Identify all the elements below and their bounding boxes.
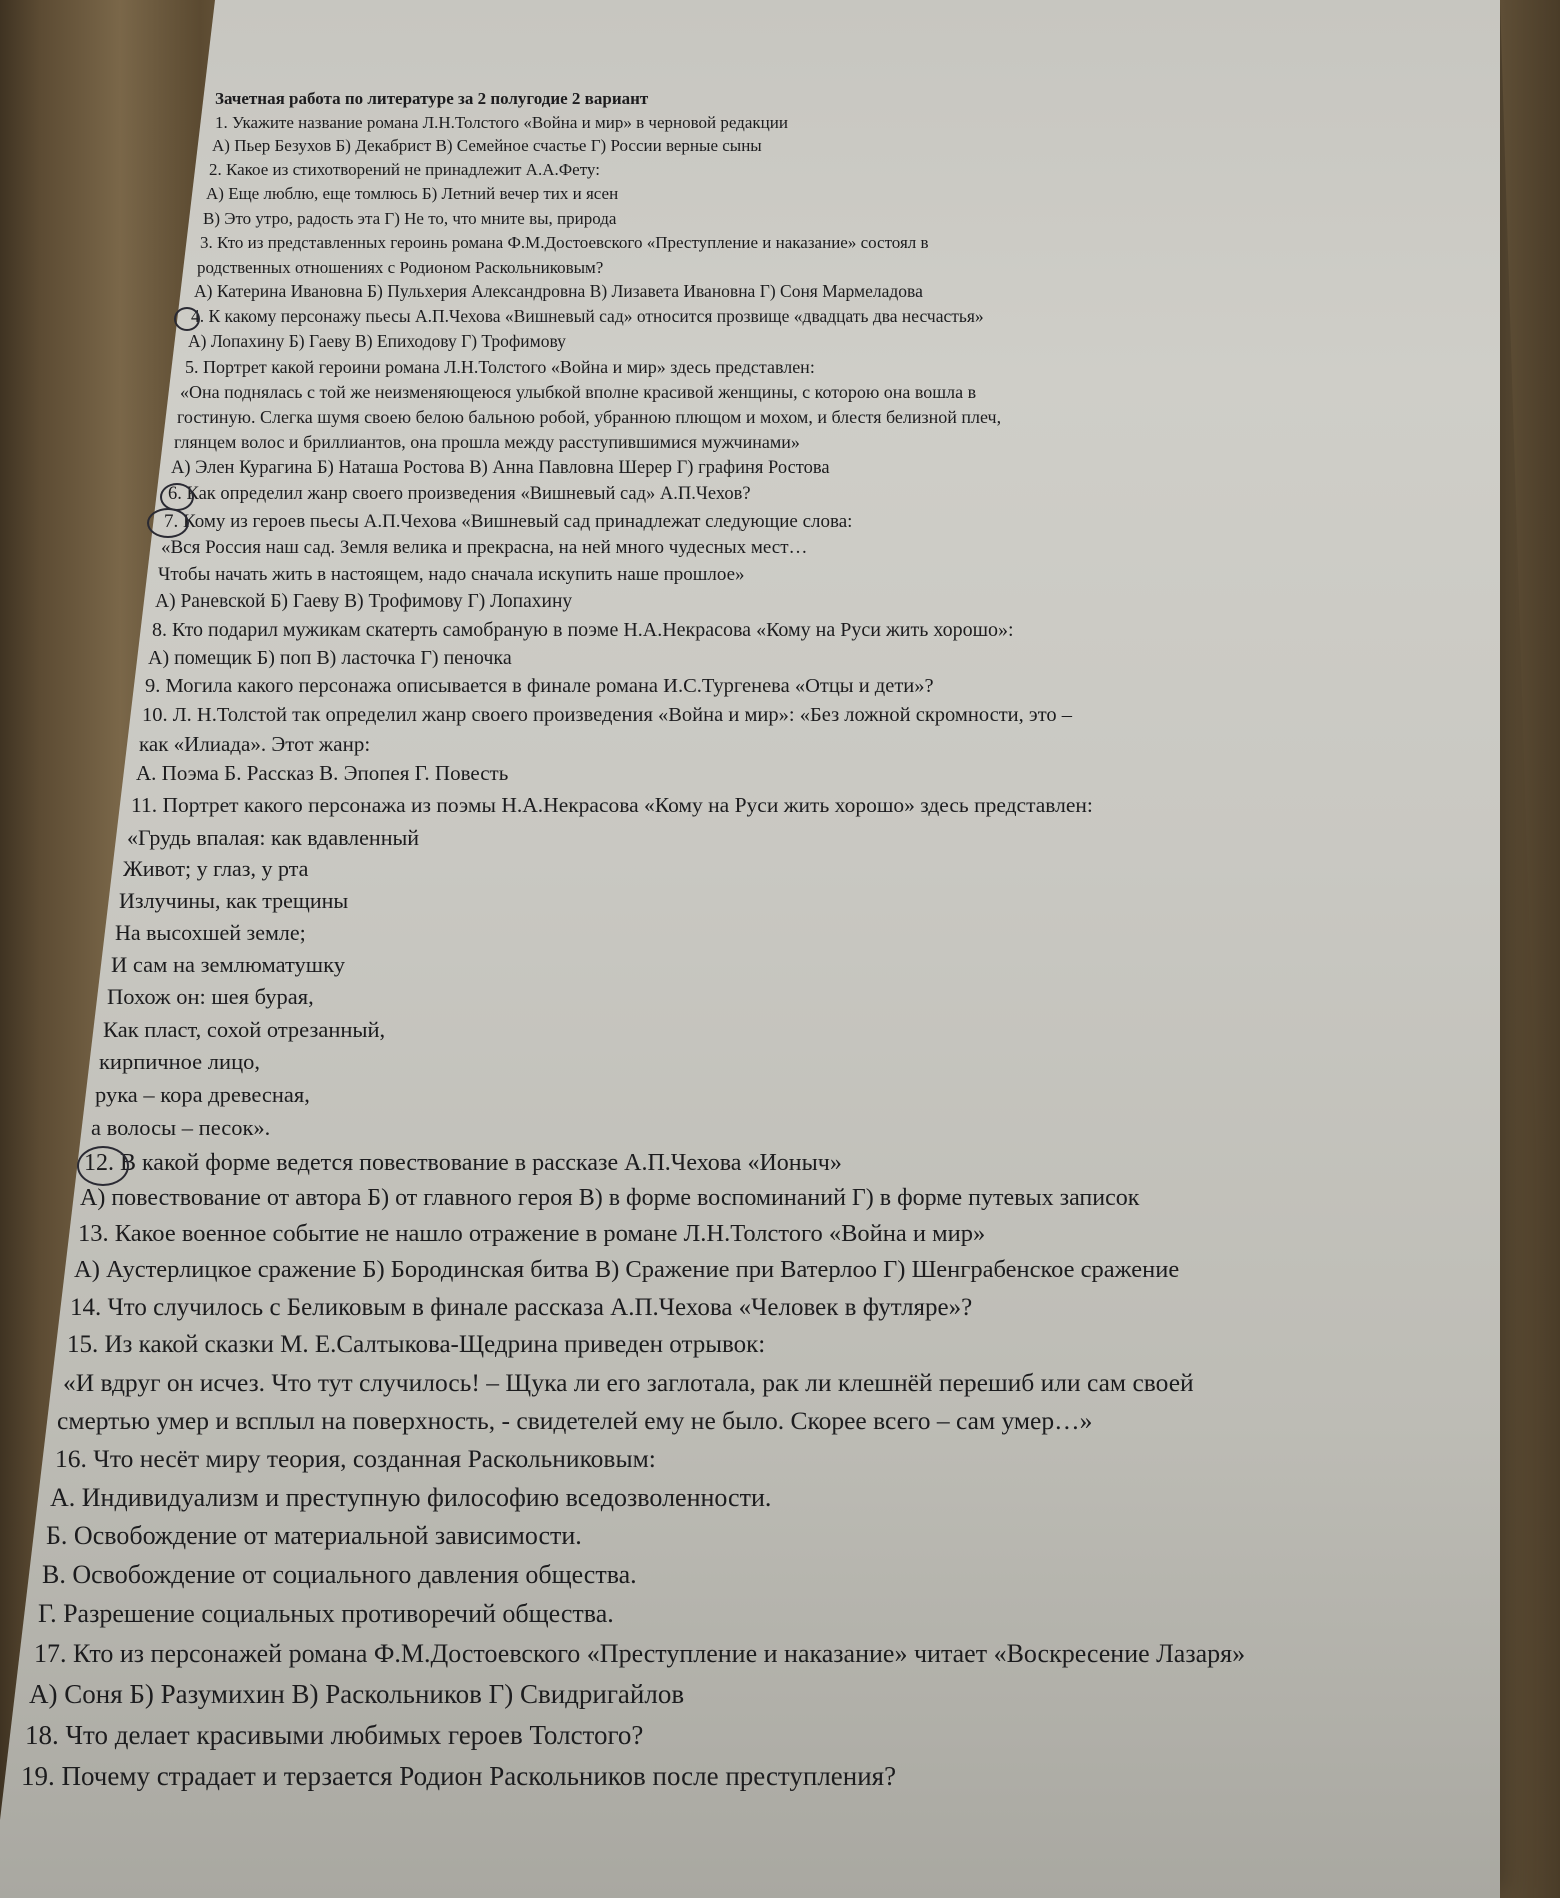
document-line: А) Раневской Б) Гаеву В) Трофимову Г) Лопахину [155, 591, 573, 612]
pen-circle-mark [174, 307, 200, 331]
document-line: «Грудь впалая: как вдавленный [127, 825, 420, 850]
document-line: И сам на землюматушку [111, 952, 345, 977]
document-line: А) Катерина Ивановна Б) Пульхерия Александровна В) Лизавета Ивановна Г) Соня Мармеладова [194, 281, 923, 301]
document-line: 8. Кто подарил мужикам скатерть самобраную в поэме Н.А.Некрасова «Кому на Руси жить хорошо»: [152, 619, 1014, 641]
document-line: а волосы – песок». [91, 1115, 271, 1140]
document-line: 9. Могила какого персонажа описывается в финале романа И.С.Тургенева «Отцы и дети»? [145, 675, 934, 697]
document-line: А) Соня Б) Разумихин В) Раскольников Г) Свидригайлов [29, 1679, 685, 1709]
document-line: 2. Какое из стихотворений не принадлежит А.А.Фету: [209, 160, 600, 179]
document-line: 12. В какой форме ведется повествование в рассказе А.П.Чехова «Ионыч» [84, 1150, 842, 1176]
document-line: А. Индивидуализм и преступную философию вседозволенности. [50, 1483, 772, 1512]
document-line: рука – кора древесная, [95, 1082, 310, 1107]
document-line: «Она поднялась с той же неизменяющеюся улыбкой вполне красивой женщины, с которою она вошла в [180, 382, 977, 402]
document-line: 14. Что случилось с Беликовым в финале рассказа А.П.Чехова «Человек в футляре»? [70, 1294, 973, 1321]
document-line: 13. Какое военное событие не нашло отражение в романе Л.Н.Толстого «Война и мир» [78, 1220, 986, 1247]
document-line: кирпичное лицо, [99, 1049, 260, 1074]
document-line: глянцем волос и бриллиантов, она прошла между расступившимися мужчинами» [174, 432, 800, 452]
pen-circle-mark [160, 483, 194, 511]
document-line: «Вся Россия наш сад. Земля велика и прекрасна, на ней много чудесных мест… [161, 537, 808, 558]
document-line: 19. Почему страдает и терзается Родион Раскольников после преступления? [21, 1761, 897, 1791]
document-line: 18. Что делает красивыми любимых героев Толстого? [25, 1720, 644, 1750]
document-line: В) Это утро, радость эта Г) Не то, что мните вы, природа [203, 209, 617, 228]
document-line: как «Илиада». Этот жанр: [139, 732, 371, 756]
document-line: 5. Портрет какой героини романа Л.Н.Толстого «Война и мир» здесь представлен: [185, 357, 815, 377]
document-line: 7. Кому из героев пьесы А.П.Чехова «Вишневый сад принадлежат следующие слова: [164, 511, 853, 532]
document-line: А) Элен Курагина Б) Наташа Ростова В) Анна Павловна Шерер Г) графиня Ростова [171, 458, 830, 478]
document-line: Похож он: шея бурая, [107, 984, 314, 1009]
document-line: 17. Кто из персонажей романа Ф.М.Достоевского «Преступление и наказание» читает «Воскресение Лазаря» [34, 1639, 1246, 1668]
document-line: смертью умер и всплыл на поверхность, - свидетелей ему не было. Скорее всего – сам умер…» [57, 1406, 1093, 1435]
document-line: гостиную. Слегка шумя своею белою бальною робой, убранною плющом и мохом, и блестя белизной плеч, [177, 407, 1002, 427]
document-line: 4. К какому персонажу пьесы А.П.Чехова «Вишневый сад» относится прозвище «двадцать два несчастья» [191, 306, 984, 326]
document-line: А) Аустерлицкое сражение Б) Бородинская битва В) Сражение при Ватерлоо Г) Шенграбенское сражение [74, 1256, 1180, 1283]
document-line: А) Лопахину Б) Гаеву В) Епиходову Г) Трофимову [188, 331, 566, 351]
document-line: 6. Как определил жанр своего произведения «Вишневый сад» А.П.Чехов? [168, 484, 751, 504]
document-line: «И вдруг он исчез. Что тут случилось! – Щука ли его заглотала, рак ли клешнёй перешиб или сам своей [63, 1368, 1194, 1397]
document-line: Как пласт, сохой отрезанный, [103, 1017, 386, 1042]
document-line: А) повествование от автора Б) от главного героя В) в форме воспоминаний Г) в форме путевых записок [80, 1185, 1140, 1211]
document-title: Зачетная работа по литературе за 2 полугодие 2 вариант [215, 89, 649, 108]
document-line: Живот; у глаз, у рта [123, 856, 309, 881]
pen-circle-mark [147, 508, 189, 538]
document-line: родственных отношениях с Родионом Раскольниковым? [197, 258, 604, 277]
document-line: 3. Кто из представленных героинь романа Ф.М.Достоевского «Преступление и наказание» состоял в [200, 233, 929, 252]
document-line: А) Еще люблю, еще томлюсь Б) Летний вечер тих и ясен [206, 184, 619, 203]
document-line: 11. Портрет какого персонажа из поэмы Н.А.Некрасова «Кому на Руси жить хорошо» здесь представлен: [131, 793, 1093, 817]
document-line: А) помещик Б) поп В) ласточка Г) пеночка [148, 647, 512, 669]
document-line: Г. Разрешение социальных противоречий общества. [38, 1599, 614, 1628]
document-line: Излучины, как трещины [119, 888, 349, 913]
document-line: Чтобы начать жить в настоящем, надо сначала искупить наше прошлое» [158, 564, 745, 585]
document-line: А) Пьер Безухов Б) Декабрист В) Семейное счастье Г) России верные сыны [212, 136, 762, 155]
pen-circle-mark [77, 1146, 129, 1186]
document-line: Б. Освобождение от материальной зависимости. [46, 1521, 582, 1550]
document-line: 16. Что несёт миру теория, созданная Раскольниковым: [55, 1444, 656, 1473]
document-line: 15. Из какой сказки М. Е.Салтыкова-Щедрина приведен отрывок: [67, 1331, 766, 1358]
document-line: 10. Л. Н.Толстой так определил жанр своего произведения «Война и мир»: «Без ложной скромности, это – [142, 704, 1073, 726]
document-line: 1. Укажите название романа Л.Н.Толстого «Война и мир» в черновой редакции [215, 113, 788, 132]
document-line: В. Освобождение от социального давления общества. [42, 1560, 637, 1589]
document-line: На высохшей земле; [115, 920, 306, 945]
document-line: А. Поэма Б. Рассказ В. Эпопея Г. Повесть [136, 761, 509, 785]
